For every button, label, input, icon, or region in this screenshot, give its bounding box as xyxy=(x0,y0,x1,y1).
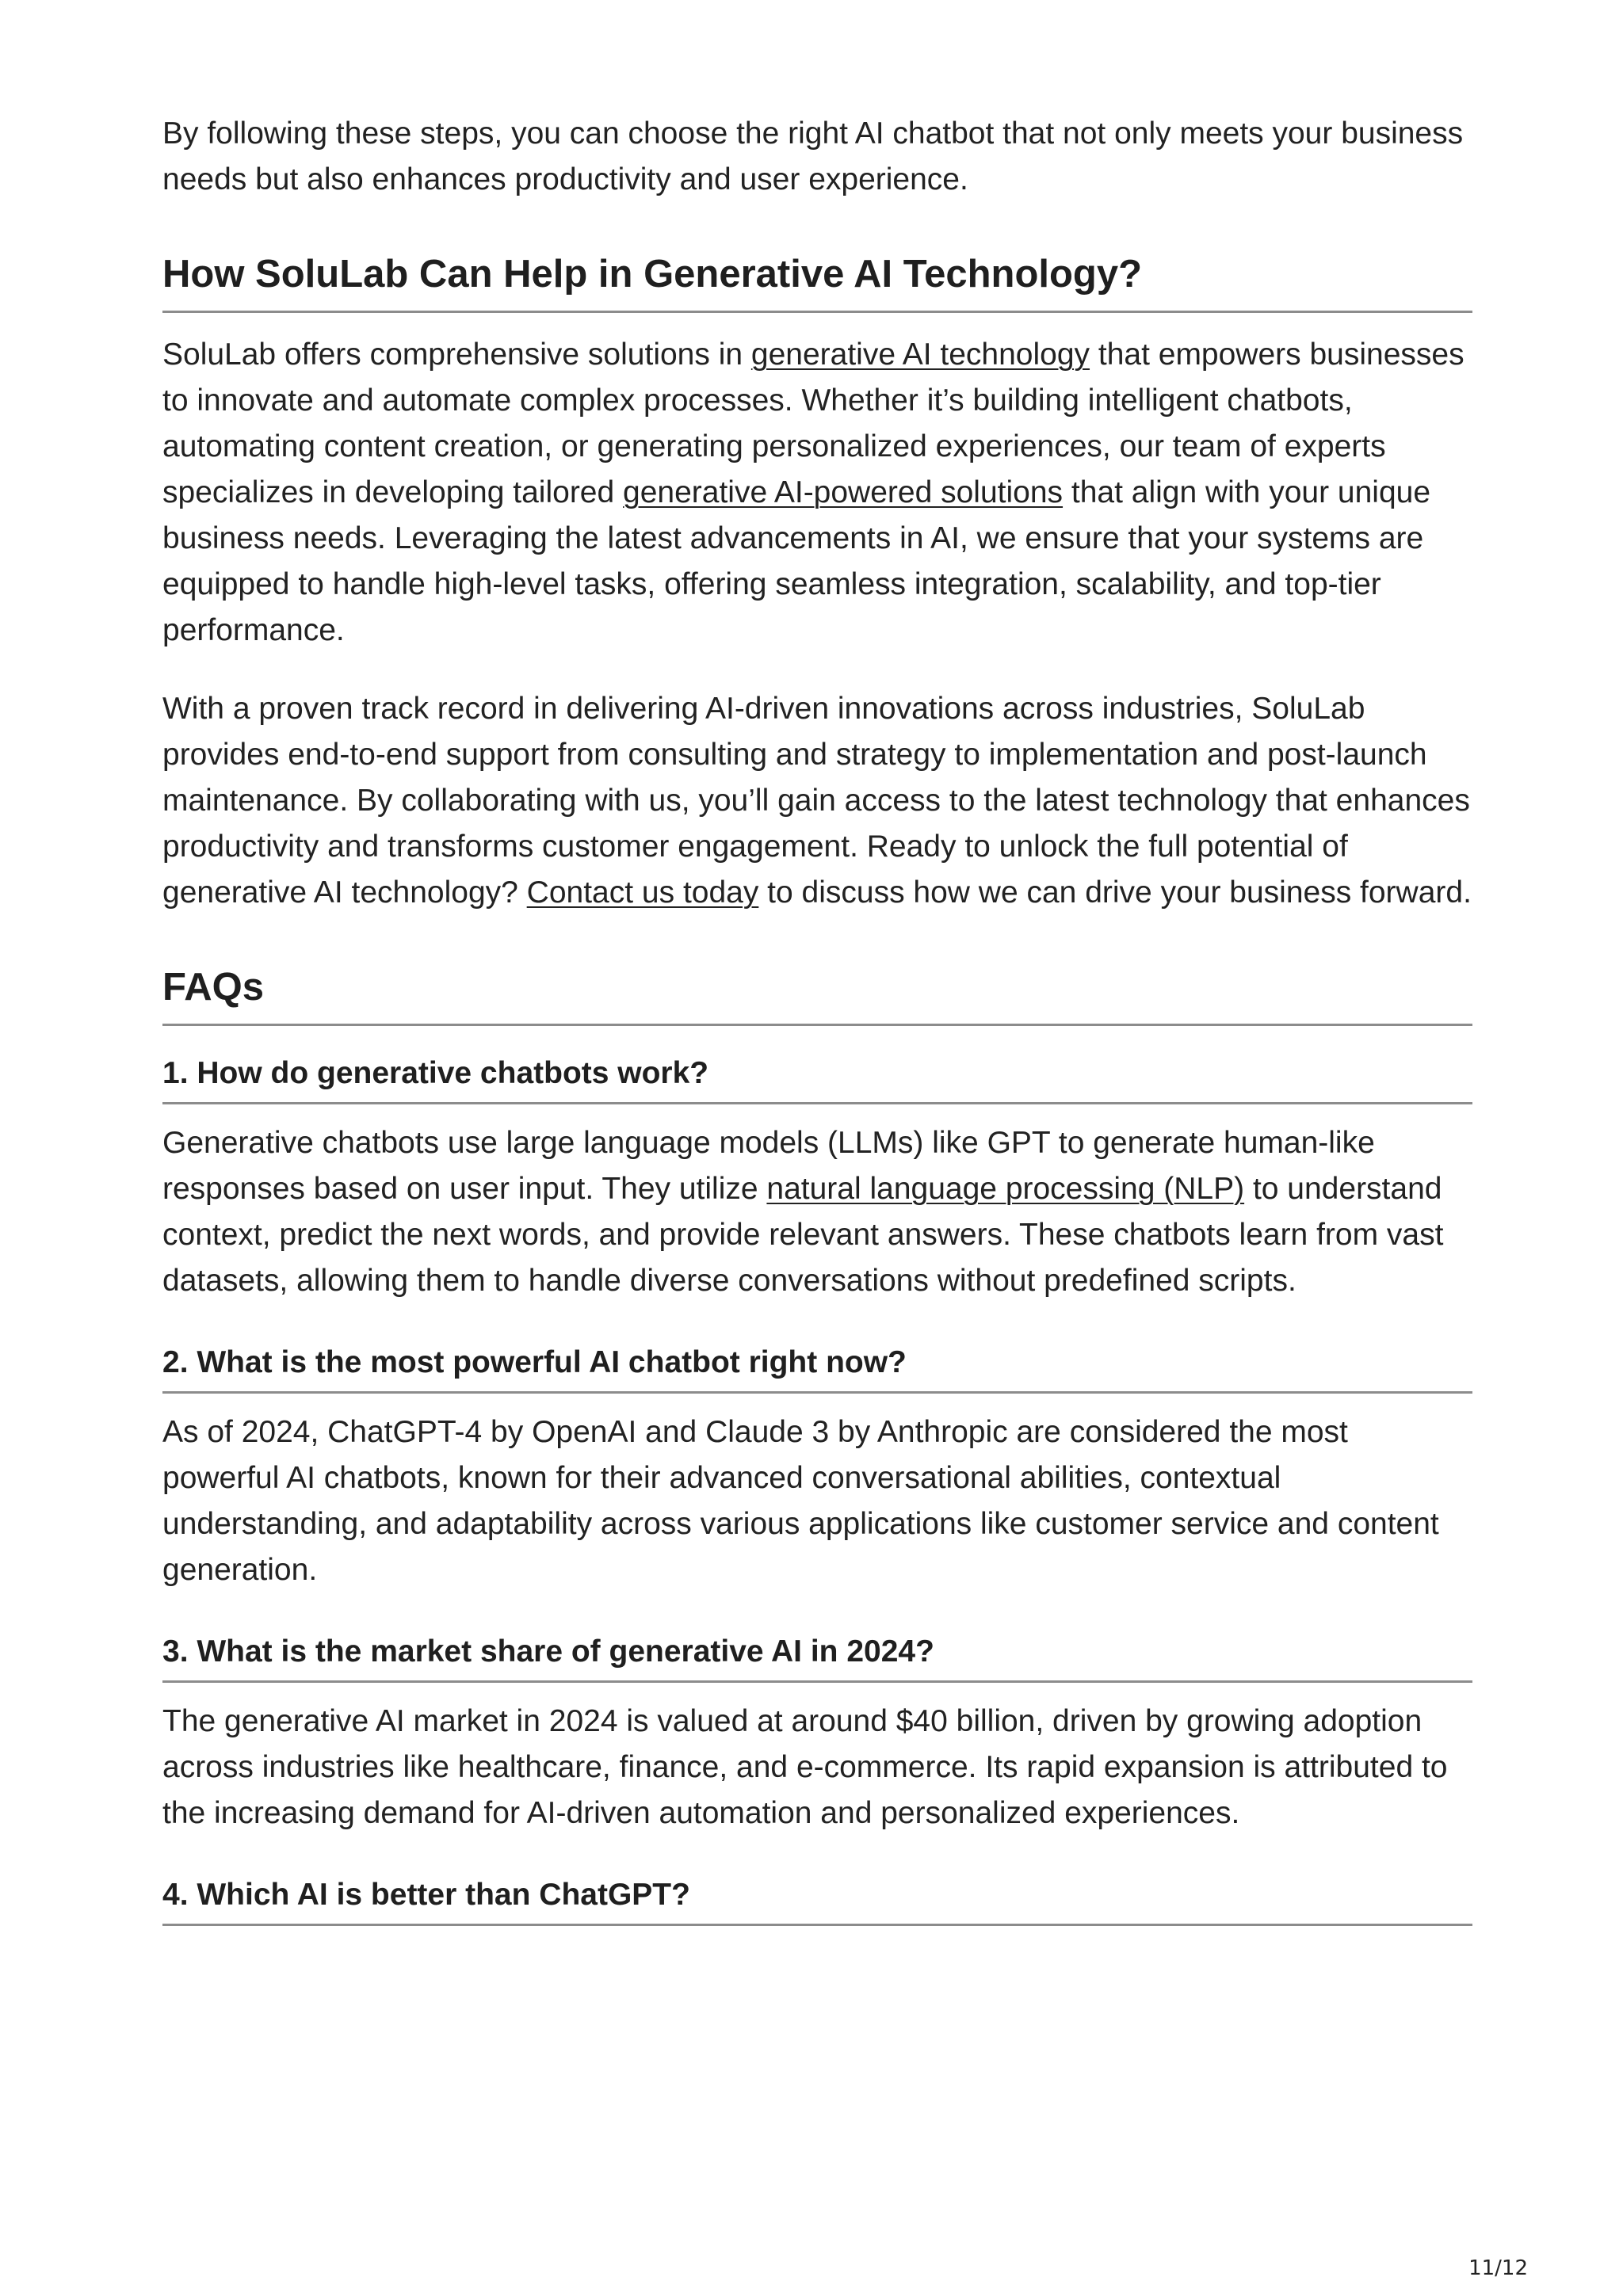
contact-us-link[interactable]: Contact us today xyxy=(526,875,759,910)
paragraph-text: Generative chatbots use large language models (LLMs) like GPT to generate human-like responses based on user input. They utilize xyxy=(162,1126,1375,1206)
section-heading-solulab: How SoluLab Can Help in Generative AI Technology? xyxy=(162,249,1472,313)
generative-ai-technology-link[interactable]: generative AI technology xyxy=(750,338,1090,372)
paragraph-text: SoluLab offers comprehensive solutions in xyxy=(162,338,751,372)
faq-question-3: 3. What is the market share of generative AI in 2024? xyxy=(162,1631,1472,1683)
paragraph-text: that empowers businesses to innovate and automate complex processes. Whether it’s building intelligent chatbots, automating content creation, or generating personalized experiences, our team of experts specializes in developing tailored xyxy=(162,338,1465,509)
paragraph-text: With a proven track record in delivering AI-driven innovations across industries, SoluLab provides end-to-end support from consulting and strategy to implementation and post-launch maintenance. By collaborating with us, you’ll gain access to the latest technology that enhances productivity and transforms customer engagement. Ready to unlock the full potential of generative AI technology? xyxy=(162,692,1470,910)
faq-question-4: 4. Which AI is better than ChatGPT? xyxy=(162,1875,1472,1926)
faq-question-2: 2. What is the most powerful AI chatbot right now? xyxy=(162,1342,1472,1394)
paragraph-text: to understand context, predict the next words, and provide relevant answers. These chatbots learn from vast datasets, allowing them to handle diverse conversations without predefined scripts. xyxy=(162,1172,1444,1298)
nlp-link[interactable]: natural language processing (NLP) xyxy=(766,1172,1245,1206)
solulab-paragraph-2 xyxy=(162,686,1472,916)
generative-ai-solutions-link[interactable]: generative AI-powered solutions xyxy=(623,475,1064,509)
faq-answer-3: The generative AI market in 2024 is valued at around $40 billion, driven by growing adoption across industries like healthcare, finance, and e-commerce. Its rapid expansion is attributed to the increasing demand for AI-driven automation and personalized experiences. xyxy=(162,1704,1448,1830)
solulab-paragraph-1 xyxy=(162,332,1472,654)
faq-question-1: 1. How do generative chatbots work? xyxy=(162,1053,1472,1104)
section-heading-faqs: FAQs xyxy=(162,962,1472,1026)
paragraph-text: that align with your unique business needs. Leveraging the latest advancements in AI, we ensure that your systems are equipped to handle high-level tasks, offering seamless integration, scalability, and top-tier performance. xyxy=(162,475,1431,647)
paragraph-text: to discuss how we can drive your business forward. xyxy=(758,875,1472,910)
faq-answer-2: As of 2024, ChatGPT-4 by OpenAI and Claude 3 by Anthropic are considered the most powerful AI chatbots, known for their advanced conversational abilities, contextual understanding, and adaptability across various applications like customer service and content generation. xyxy=(162,1415,1439,1587)
intro-paragraph: By following these steps, you can choose the right AI chatbot that not only meets your business needs but also enhances productivity and user experience. xyxy=(162,116,1464,196)
faq-answer-1 xyxy=(162,1120,1472,1304)
page-number: 11/12 xyxy=(1468,2256,1528,2280)
document-page xyxy=(162,111,1472,1926)
